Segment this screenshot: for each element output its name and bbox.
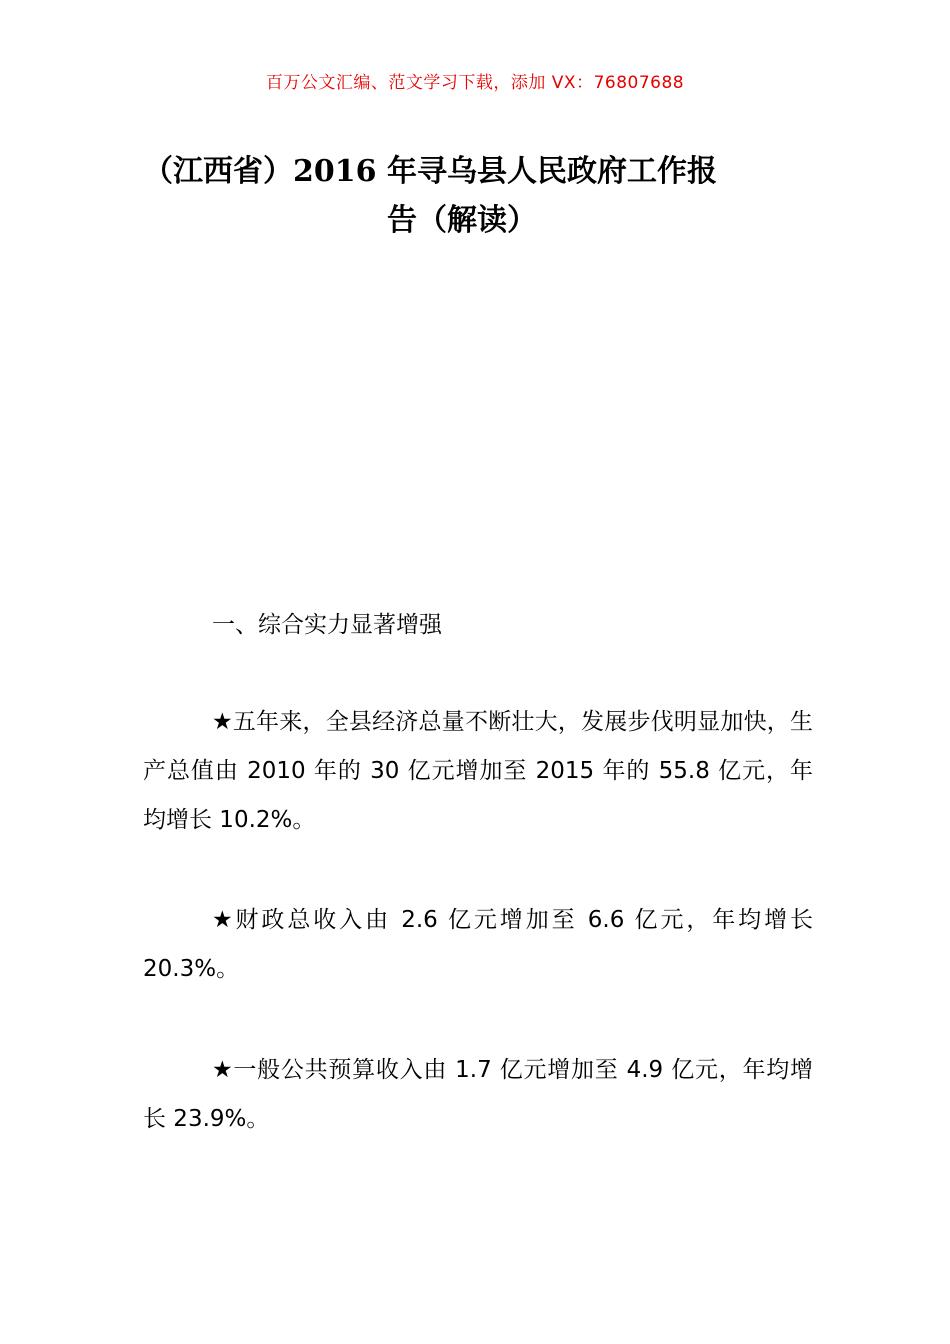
paragraph-fiscal-revenue: ★财政总收入由 2.6 亿元增加至 6.6 亿元，年均增长 20.3%。 [143, 907, 813, 982]
document-title-line-1: （江西省）2016 年寻乌县人民政府工作报 [143, 154, 717, 189]
header-watermark-note: 百万公文汇编、范文学习下载，添加 VX：76807688 [265, 73, 685, 93]
document-title-line-2: 告（解读） [387, 203, 537, 238]
paragraph-public-budget: ★一般公共预算收入由 1.7 亿元增加至 4.9 亿元，年均增长 23.9%。 [143, 1057, 813, 1132]
section-heading: 一、综合实力显著增强 [212, 612, 442, 638]
paragraph-economy: ★五年来，全县经济总量不断壮大，发展步伐明显加快，生产总值由 2010 年的 30 亿元增加至 2015 年的 55.8 亿元，年均增长 10.2%。 [143, 709, 813, 833]
